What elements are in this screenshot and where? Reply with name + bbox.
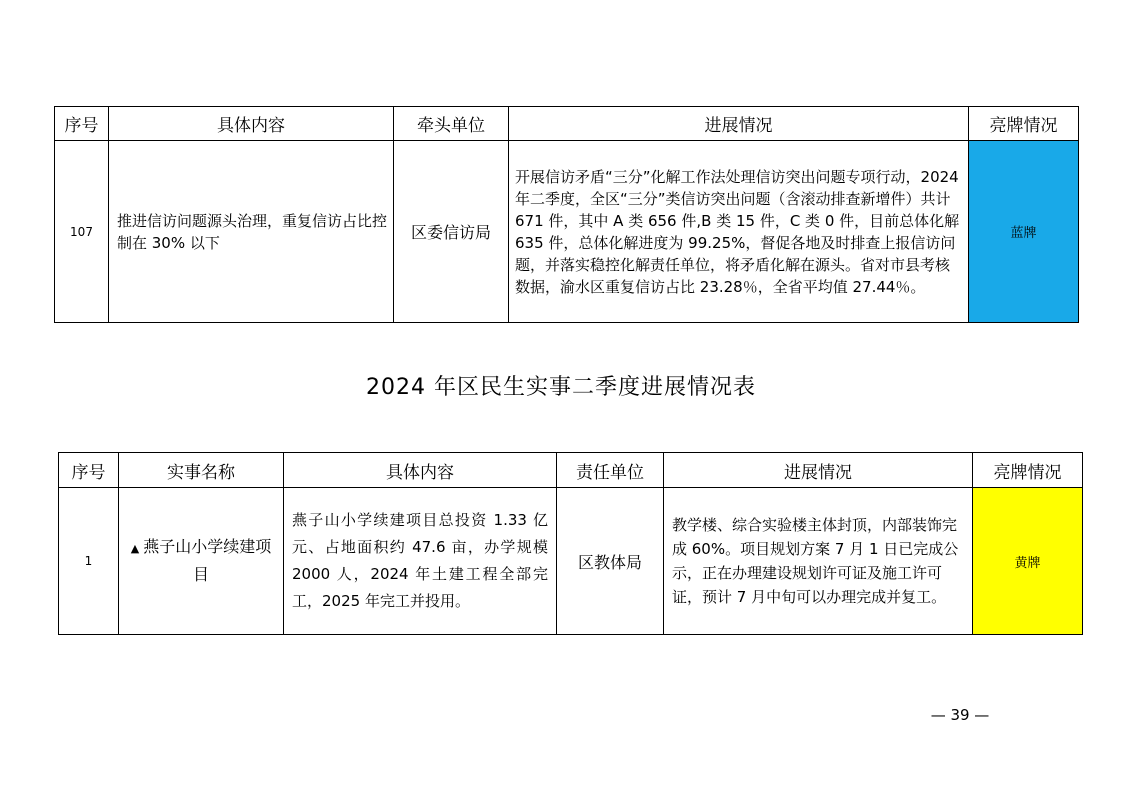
header-number: 序号 (55, 107, 109, 141)
header-badge: 亮牌情况 (969, 107, 1079, 141)
header-progress: 进展情况 (664, 453, 973, 488)
row-progress: 教学楼、综合实验楼主体封顶，内部装饰完成 60%。项目规划方案 7 月 1 日已完成公示，正在办理建设规划许可证及施工许可证，预计 7 月中旬可以办理完成并复工。 (664, 488, 973, 635)
table-livelihood-tasks (54, 106, 1079, 323)
row-content: 燕子山小学续建项目总投资 1.33 亿元、占地面积约 47.6 亩，办学规模 2000 人，2024 年土建工程全部完工，2025 年完工并投用。 (284, 488, 557, 635)
header-progress: 进展情况 (509, 107, 969, 141)
header-project-name: 实事名称 (119, 453, 284, 488)
table-header-row (59, 453, 1083, 488)
section-title: 2024 年区民生实事二季度进展情况表 (366, 375, 756, 400)
page-number: — 39 — (930, 706, 990, 724)
table-row (55, 141, 1079, 323)
row-content: 推进信访问题源头治理，重复信访占比控制在 30% 以下 (109, 141, 394, 323)
header-responsible-unit: 责任单位 (557, 453, 664, 488)
header-badge: 亮牌情况 (973, 453, 1083, 488)
row-lead-unit: 区委信访局 (394, 141, 509, 323)
table-livelihood-projects (58, 452, 1083, 635)
table-row (59, 488, 1083, 635)
header-content: 具体内容 (109, 107, 394, 141)
status-badge-yellow: 黄牌 (973, 488, 1083, 635)
status-badge-blue: 蓝牌 (969, 141, 1079, 323)
row-number: 1 (59, 488, 119, 635)
row-project-name-cell (119, 488, 284, 635)
row-responsible-unit: 区教体局 (557, 488, 664, 635)
triangle-marker-icon: ▲ (130, 542, 140, 555)
row-progress: 开展信访矛盾“三分”化解工作法处理信访突出问题专项行动，2024 年二季度，全区“三分”类信访突出问题（含滚动排查新增件）共计 671 件，其中 A 类 656 件,B 类 15 件，C 类 0 件，目前总体化解 635 件，总体化解进度为 99.25%，督促各地及时排查上报信访问题，并落实稳控化解责任单位，将矛盾化解在源头。省对市县考核数据，渝水区重复信访占比 23.28％，全省平均值 27.44％。 (509, 141, 969, 323)
header-number: 序号 (59, 453, 119, 488)
header-content: 具体内容 (284, 453, 557, 488)
header-lead-unit: 牵头单位 (394, 107, 509, 141)
table-header-row (55, 107, 1079, 141)
row-number: 107 (55, 141, 109, 323)
row-project-name: 燕子山小学续建项目 (143, 537, 272, 584)
